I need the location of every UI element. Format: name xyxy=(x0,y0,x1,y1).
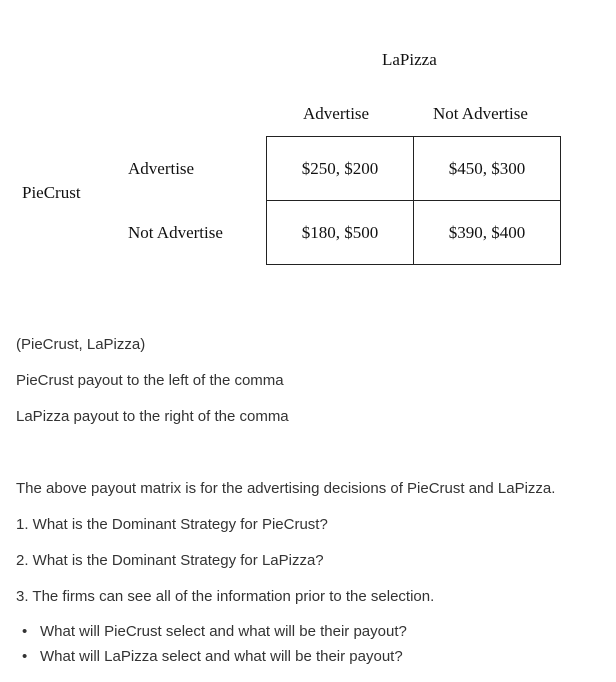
row-header-not-advertise: Not Advertise xyxy=(128,223,223,242)
left-payout-note: PieCrust payout to the left of the comma xyxy=(16,372,284,389)
bullet-icon: • xyxy=(22,648,28,665)
payoff-matrix xyxy=(266,136,561,265)
payoff-cell: $390, $400 xyxy=(414,201,561,265)
column-header-advertise: Advertise xyxy=(303,104,370,123)
column-header-not-advertise: Not Advertise xyxy=(433,104,528,123)
bullet-icon: • xyxy=(22,623,28,640)
bullet-text: What will PieCrust select and what will be their payout? xyxy=(40,623,407,640)
question-3-bullets xyxy=(20,622,407,672)
matrix-row-advertise xyxy=(267,137,561,201)
row-header-advertise: Advertise xyxy=(128,159,195,178)
question-3: 3. The firms can see all of the information prior to the selection. xyxy=(16,588,435,605)
payoff-cell: $180, $500 xyxy=(267,201,414,265)
row-player-label: PieCrust xyxy=(22,183,81,202)
right-payout-note: LaPizza payout to the right of the comma xyxy=(16,408,289,425)
question-2: 2. What is the Dominant Strategy for LaPizza? xyxy=(16,552,324,569)
question-intro: The above payout matrix is for the advertising decisions of PieCrust and LaPizza. xyxy=(16,480,556,497)
payout-order-note: (PieCrust, LaPizza) xyxy=(16,336,146,353)
payoff-cell: $250, $200 xyxy=(267,137,414,201)
bullet-text: What will LaPizza select and what will be their payout? xyxy=(40,648,403,665)
list-item xyxy=(20,647,407,672)
question-1: 1. What is the Dominant Strategy for PieCrust? xyxy=(16,516,328,533)
matrix-row-not-advertise xyxy=(267,201,561,265)
list-item xyxy=(20,622,407,647)
column-player-label: LaPizza xyxy=(382,50,437,69)
payoff-cell: $450, $300 xyxy=(414,137,561,201)
